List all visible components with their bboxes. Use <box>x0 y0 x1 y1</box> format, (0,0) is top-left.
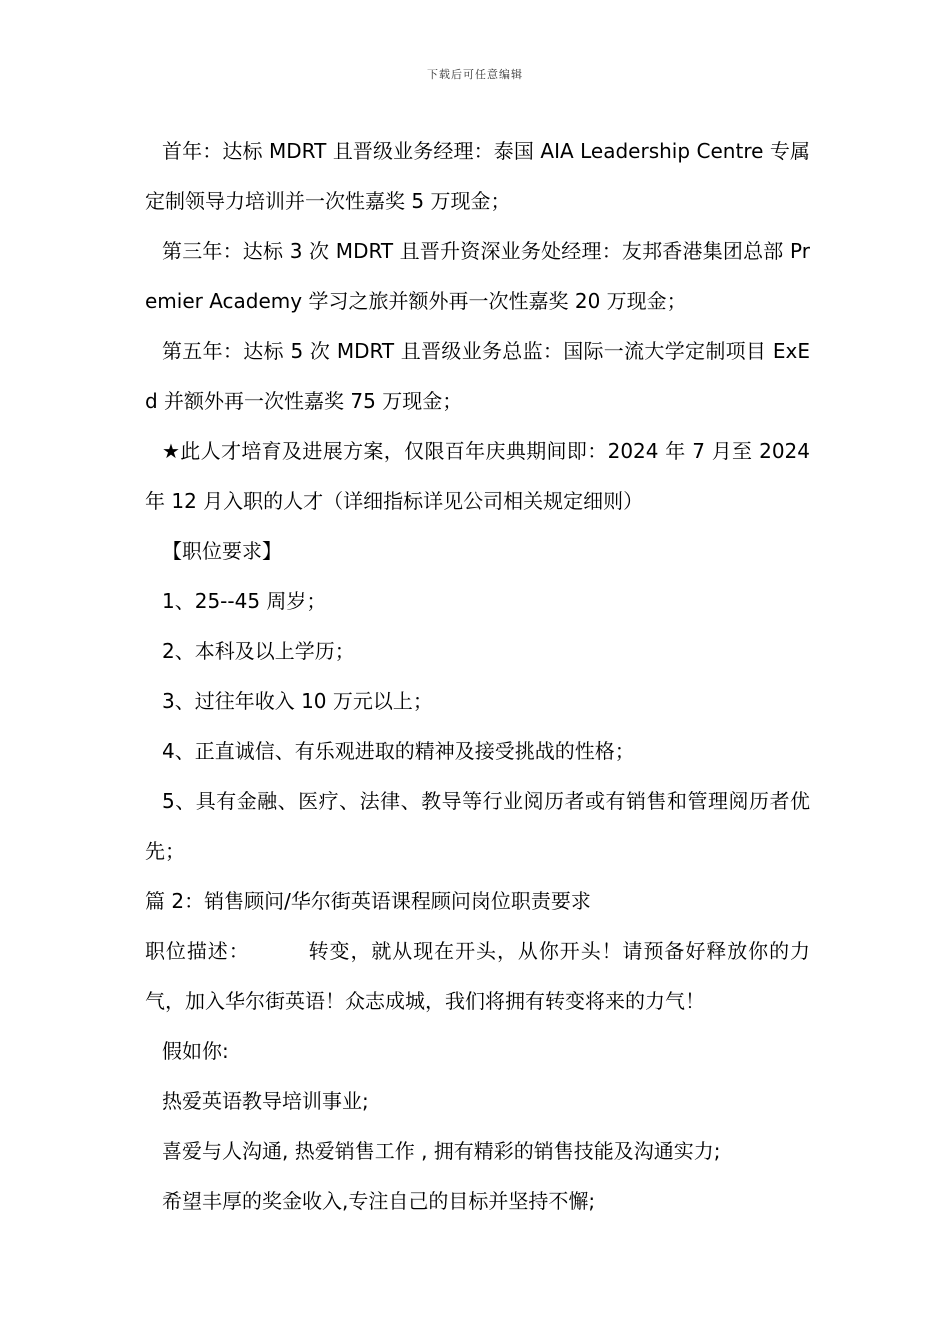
trait-item-communication: 喜爱与人沟通, 热爱销售工作 , 拥有精彩的销售技能及沟通实力; <box>162 1139 721 1163</box>
paragraph-first-year: 首年：达标 MDRT 且晋级业务经理：泰国 AIA Leadership Centre 专属定制领导力培训并一次性嘉奖 5 万现金； <box>145 139 810 213</box>
page-header: 下载后可任意编辑 <box>427 68 523 81</box>
paragraph-fifth-year: 第五年：达标 5 次 MDRT 且晋级业务总监：国际一流大学定制项目 ExEd 并额外再一次性嘉奖 75 万现金； <box>145 339 810 413</box>
paragraph-program-note: ★此人才培育及进展方案，仅限百年庆典期间即：2024 年 7 月至 2024 年 12 月入职的人才（详细指标详见公司相关规定细则） <box>145 439 810 513</box>
section-heading-part2: 篇 2：销售顾问/华尔街英语课程顾问岗位职责要求 <box>145 889 591 913</box>
paragraph-if-you: 假如你: <box>162 1039 229 1063</box>
job-description-label: 职位描述： <box>145 939 250 963</box>
requirement-item-education: 2、本科及以上学历； <box>162 639 355 663</box>
paragraph-third-year: 第三年：达标 3 次 MDRT 且晋升资深业务处经理：友邦香港集团总部 Premier Academy 学习之旅并额外再一次性嘉奖 20 万现金； <box>145 239 810 313</box>
trait-item-goals: 希望丰厚的奖金收入,专注自己的目标并坚持不懈; <box>162 1189 596 1213</box>
requirement-item-income: 3、过往年收入 10 万元以上； <box>162 689 433 713</box>
section-heading-requirements: 【职位要求】 <box>162 539 282 563</box>
requirement-item-character: 4、正直诚信、有乐观进取的精神及接受挑战的性格； <box>162 739 635 763</box>
job-description-text: 转变，就从现在开头，从你开头！请预备好释放你的力气，加入华尔街英语！众志成城，我们将拥有转变将来的力气！ <box>145 939 811 1013</box>
requirement-item-experience: 5、具有金融、医疗、法律、教导等行业阅历者或有销售和管理阅历者优先； <box>145 789 810 863</box>
job-description <box>145 926 810 1026</box>
requirement-item-age: 1、25--45 周岁； <box>162 589 327 613</box>
document-body <box>145 126 810 1226</box>
trait-item-passion: 热爱英语教导培训事业; <box>162 1089 369 1113</box>
